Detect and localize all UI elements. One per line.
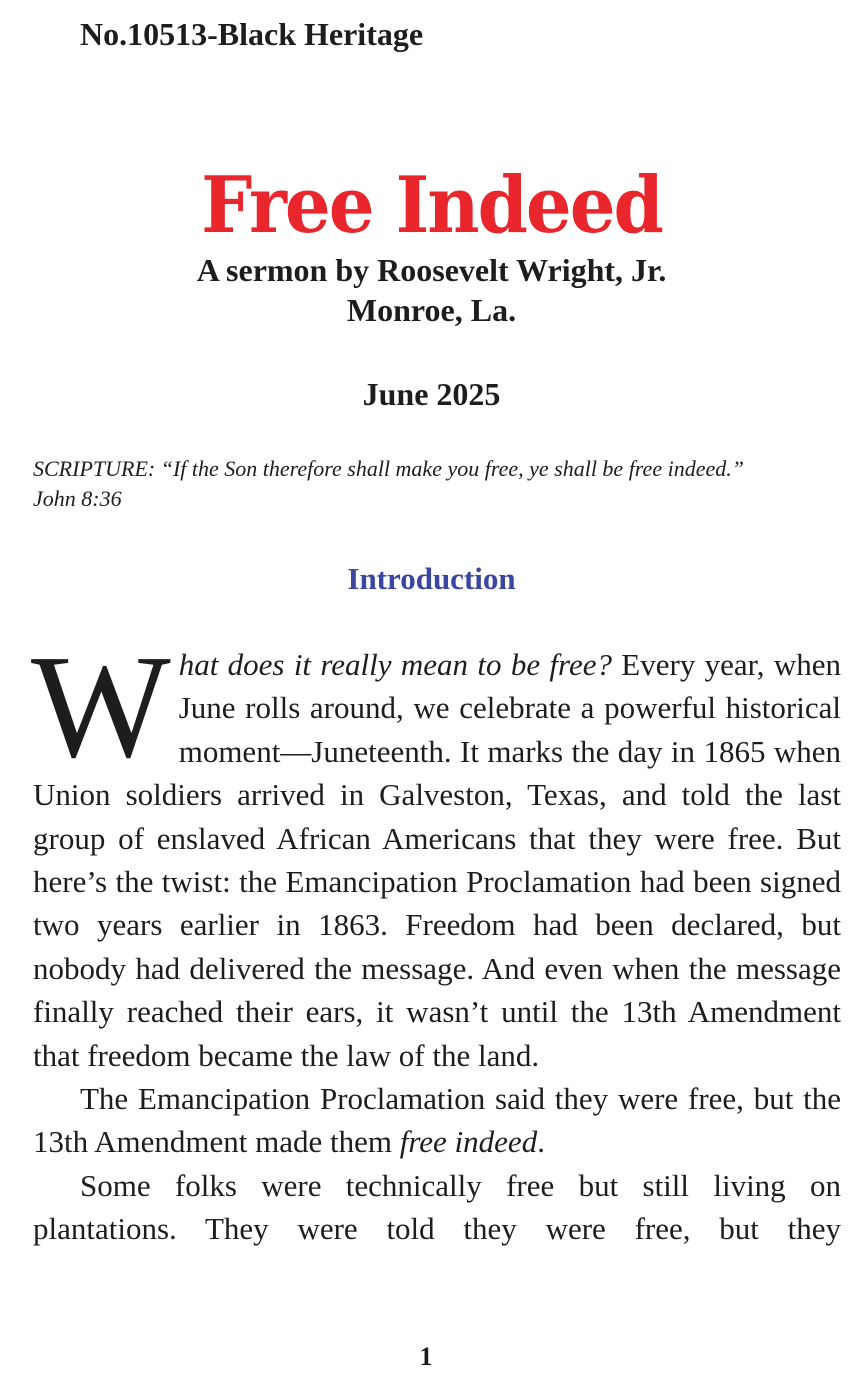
byline: [0, 250, 863, 330]
body-text: [31, 625, 842, 1251]
paragraph-1-text: Every year, when June rolls around, we celebrate a powerful historical moment—Juneteenth. It marks the day in 1865 when Union soldiers arrived in Galveston, Texas, and told the last group of enslaved African Americans that they were free. But here’s the twist: the Emancipation Proclamation had been signed two years earlier in 1863. Freedom had been declared, but nobody had delivered the message. And even when the message finally reached their ears, it wasn’t until the 13th Amendment that freedom became the law of the land.: [33, 647, 842, 1073]
sermon-title: Free Indeed: [201, 158, 662, 251]
lead-question: hat does it really mean to be free?: [178, 647, 612, 682]
drop-cap: W: [31, 625, 171, 789]
section-heading: Introduction: [347, 561, 516, 596]
author-line: A sermon by Roosevelt Wright, Jr.: [196, 252, 667, 288]
page-number: 1: [419, 1342, 433, 1371]
paragraph-2-end: .: [537, 1124, 545, 1160]
scripture-block: [33, 454, 853, 514]
paragraph-3-text: Some folks were technically free but still living on plantations. They were told they were free, but they: [33, 1167, 841, 1247]
paragraph-2-text: The Emancipation Proclamation said they were free, but the 13th Amendment made them: [33, 1081, 841, 1160]
location-line: Monroe, La.: [346, 292, 517, 328]
scripture-label: SCRIPTURE:: [33, 456, 156, 481]
scripture-reference: John 8:36: [33, 486, 122, 511]
paragraph-3: [33, 1164, 841, 1251]
paragraph-2-emphasis: free indeed: [399, 1124, 538, 1160]
paragraph-2: [33, 1077, 841, 1164]
scripture-quote: “If the Son therefore shall make you free, ye shall be free indeed.”: [160, 456, 744, 481]
sermon-date: June 2025: [362, 376, 501, 412]
paragraph-1: [31, 625, 842, 1077]
series-label: No.10513-Black Heritage: [80, 16, 424, 52]
